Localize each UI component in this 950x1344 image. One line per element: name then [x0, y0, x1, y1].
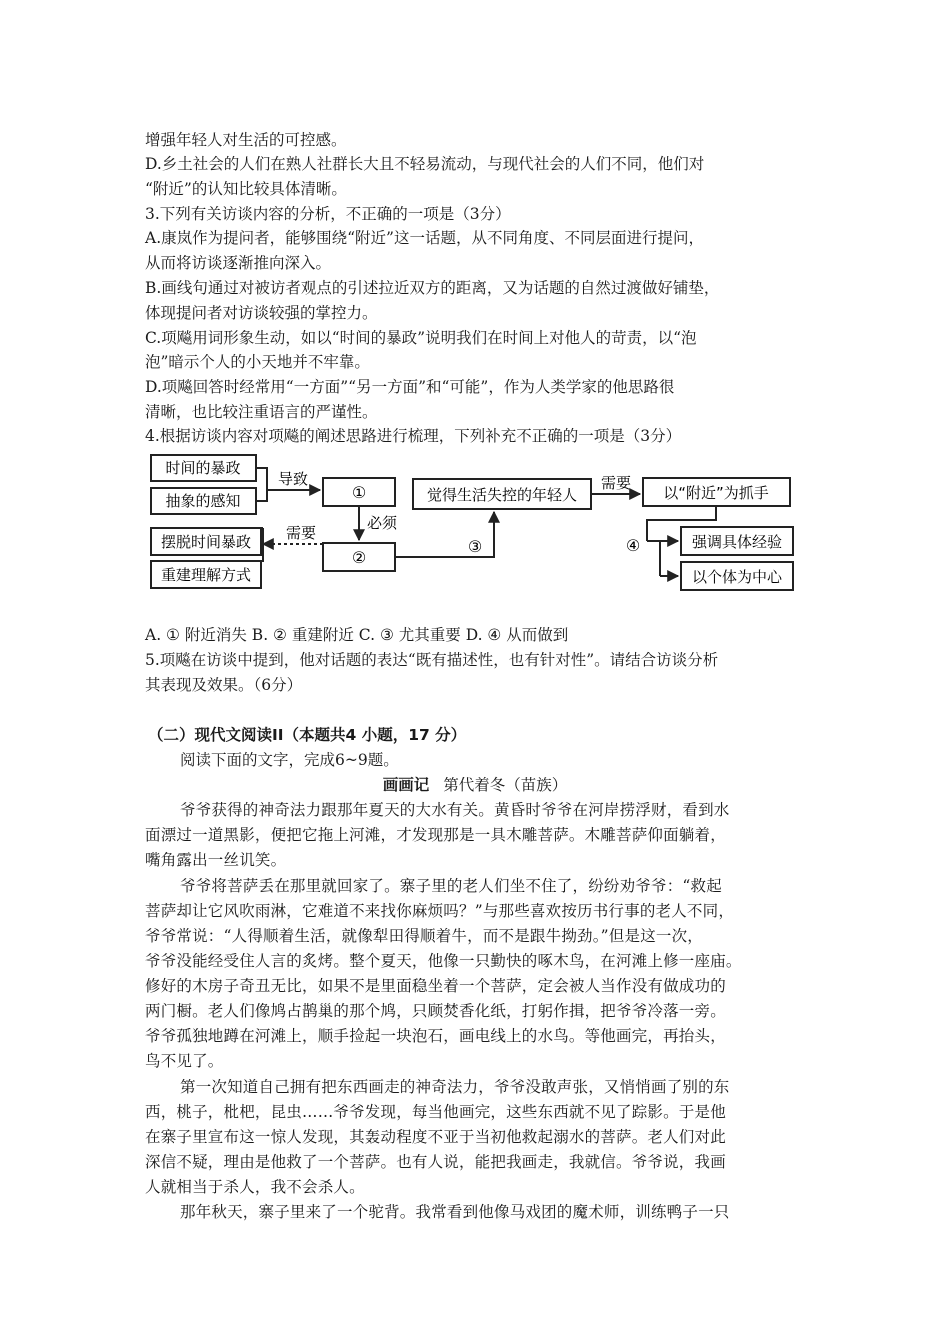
option-d: D.项飚回答时经常用“一方面”“另一方面”和“可能”，作为人类学家的他思路很 — [145, 378, 675, 396]
paragraph-line: 嘴角露出一丝讥笑。 — [145, 851, 287, 869]
label-need-2: 需要 — [600, 474, 632, 492]
paragraph-line: 爷爷孤独地蹲在河滩上，顺手捡起一块泡石，画电线上的水鸟。等他画完，再抬头， — [145, 1027, 726, 1045]
circle-1-label: ① — [351, 483, 367, 502]
instruction: 阅读下面的文字，完成6~9题。 — [180, 751, 399, 769]
circle-3-label: ③ — [467, 537, 483, 556]
text-line: 其表现及效果。（6分） — [145, 676, 303, 694]
circle-4-label: ④ — [625, 536, 641, 555]
paragraph-line: 菩萨却让它风吹雨淋，它难道不来找你麻烦吗？”与那些喜欢按历书行事的老人不同， — [145, 902, 735, 920]
text-line: 从而将访谈逐渐推向深入。 — [145, 254, 332, 272]
paragraph-line: 爷爷将菩萨丢在那里就回家了。寨子里的老人们坐不住了，纷纷劝爷爷：“救起 — [180, 877, 722, 895]
paragraph-line: 深信不疑，理由是他救了一个菩萨。也有人说，能把我画走，我就信。爷爷说，我画 — [145, 1153, 726, 1171]
story-author: 第代着冬（苗族） — [443, 776, 568, 794]
paragraph-line: 鸟不见了。 — [145, 1052, 224, 1070]
text-line: 泡”暗示个人的小天地并不牢靠。 — [145, 353, 370, 371]
label-must: 必须 — [367, 514, 398, 532]
text-line: “附近”的认知比较具体清晰。 — [145, 180, 347, 198]
text-line: 体现提问者对访谈较强的掌控力。 — [145, 304, 378, 322]
question-5: 5.项飚在访谈中提到，他对话题的表达“既有描述性，也有针对性”。请结合访谈分析 — [145, 651, 719, 669]
paragraph-line: 爷爷获得的神奇法力跟那年夏天的大水有关。黄昏时爷爷在河岸捞浮财，看到水 — [180, 801, 730, 819]
bracket-line — [256, 468, 267, 501]
box-abstract-perception-label: 抽象的感知 — [165, 492, 241, 510]
question-4: 4.根据访谈内容对项飚的阐述思路进行梳理，下列补充不正确的一项是（3分） — [145, 427, 682, 445]
paragraph-line: 爷爷常说：“人得顺着生活，就像犁田得顺着牛，而不是跟牛拗劲。”但是这一次， — [145, 927, 704, 945]
box-concrete-experience-label: 强调具体经验 — [691, 533, 783, 551]
box-rebuild-understanding-label: 重建理解方式 — [160, 566, 252, 584]
paragraph-line: 两门橱。老人们像鸠占鹊巢的那个鸠，只顾焚香化纸，打躬作揖，把爷爷冷落一旁。 — [145, 1002, 726, 1020]
label-need-1: 需要 — [285, 524, 317, 542]
paragraph-line: 第一次知道自己拥有把东西画走的神奇法力，爷爷没敢声张，又悄悄画了别的东 — [180, 1078, 730, 1096]
box-young-people-label: 觉得生活失控的年轻人 — [426, 486, 578, 504]
box-nearby-handle-label: 以“附近”为抓手 — [663, 484, 769, 502]
paragraph-line: 面漂过一道黑影，便把它拖上河滩，才发现那是一具木雕菩萨。木雕菩萨仰面躺着， — [145, 826, 726, 844]
paragraph-line: 人就相当于杀人，我不会杀人。 — [145, 1178, 365, 1196]
text-line: D.乡土社会的人们在熟人社群长大且不轻易流动，与现代社会的人们不同，他们对 — [145, 155, 705, 173]
label-lead: 导致 — [277, 470, 309, 488]
story-title-line — [0, 775, 950, 795]
box-time-tyranny-label: 时间的暴政 — [165, 459, 241, 477]
box-individual-centered-label: 以个体为中心 — [691, 568, 783, 586]
section-heading: （二）现代文阅读II（本题共4 小题，17 分） — [148, 726, 467, 744]
question-4-options: A. ① 附近消失 B. ② 重建附近 C. ③ 尤其重要 D. ④ 从而做到 — [145, 626, 569, 644]
paragraph-line: 西，桃子，枇杷，昆虫……爷爷发现，每当他画完，这些东西就不见了踪影。于是他 — [145, 1103, 726, 1121]
paragraph-line: 那年秋天，寨子里来了一个驼背。我常看到他像马戏团的魔术师，训练鸭子一只 — [180, 1203, 730, 1221]
text-line: 清晰，也比较注重语言的严谨性。 — [145, 403, 378, 421]
paragraph-line: 修好的木房子奇丑无比，如果不是里面稳坐着一个菩萨，定会被人当作没有做成功的 — [145, 977, 726, 995]
box-escape-time-label: 摆脱时间暴政 — [160, 533, 252, 551]
text-line: 增强年轻人对生活的可控感。 — [145, 131, 347, 149]
story-title: 画画记 — [382, 776, 430, 794]
option-b: B.画线句通过对被访者观点的引述拉近双方的距离，又为话题的自然过渡做好铺垫， — [145, 279, 720, 297]
option-a: A.康岚作为提问者，能够围绕“附近”这一话题，从不同角度、不同层面进行提问， — [145, 229, 704, 247]
paragraph-line: 爷爷没能经受住人言的炙烤。整个夏天，他像一只勤快的啄木鸟，在河滩上修一座庙。 — [145, 952, 742, 970]
circle-2-label: ② — [351, 548, 367, 567]
flow-diagram — [145, 448, 805, 598]
question-3: 3.下列有关访谈内容的分析，不正确的一项是（3分） — [145, 205, 511, 223]
paragraph-line: 在寨子里宣布这一惊人发现，其轰动程度不亚于当初他救起溺水的菩萨。老人们对此 — [145, 1128, 726, 1146]
option-c: C.项飚用词形象生动，如以“时间的暴政”说明我们在时间上对他人的苛责，以“泡 — [145, 329, 697, 347]
